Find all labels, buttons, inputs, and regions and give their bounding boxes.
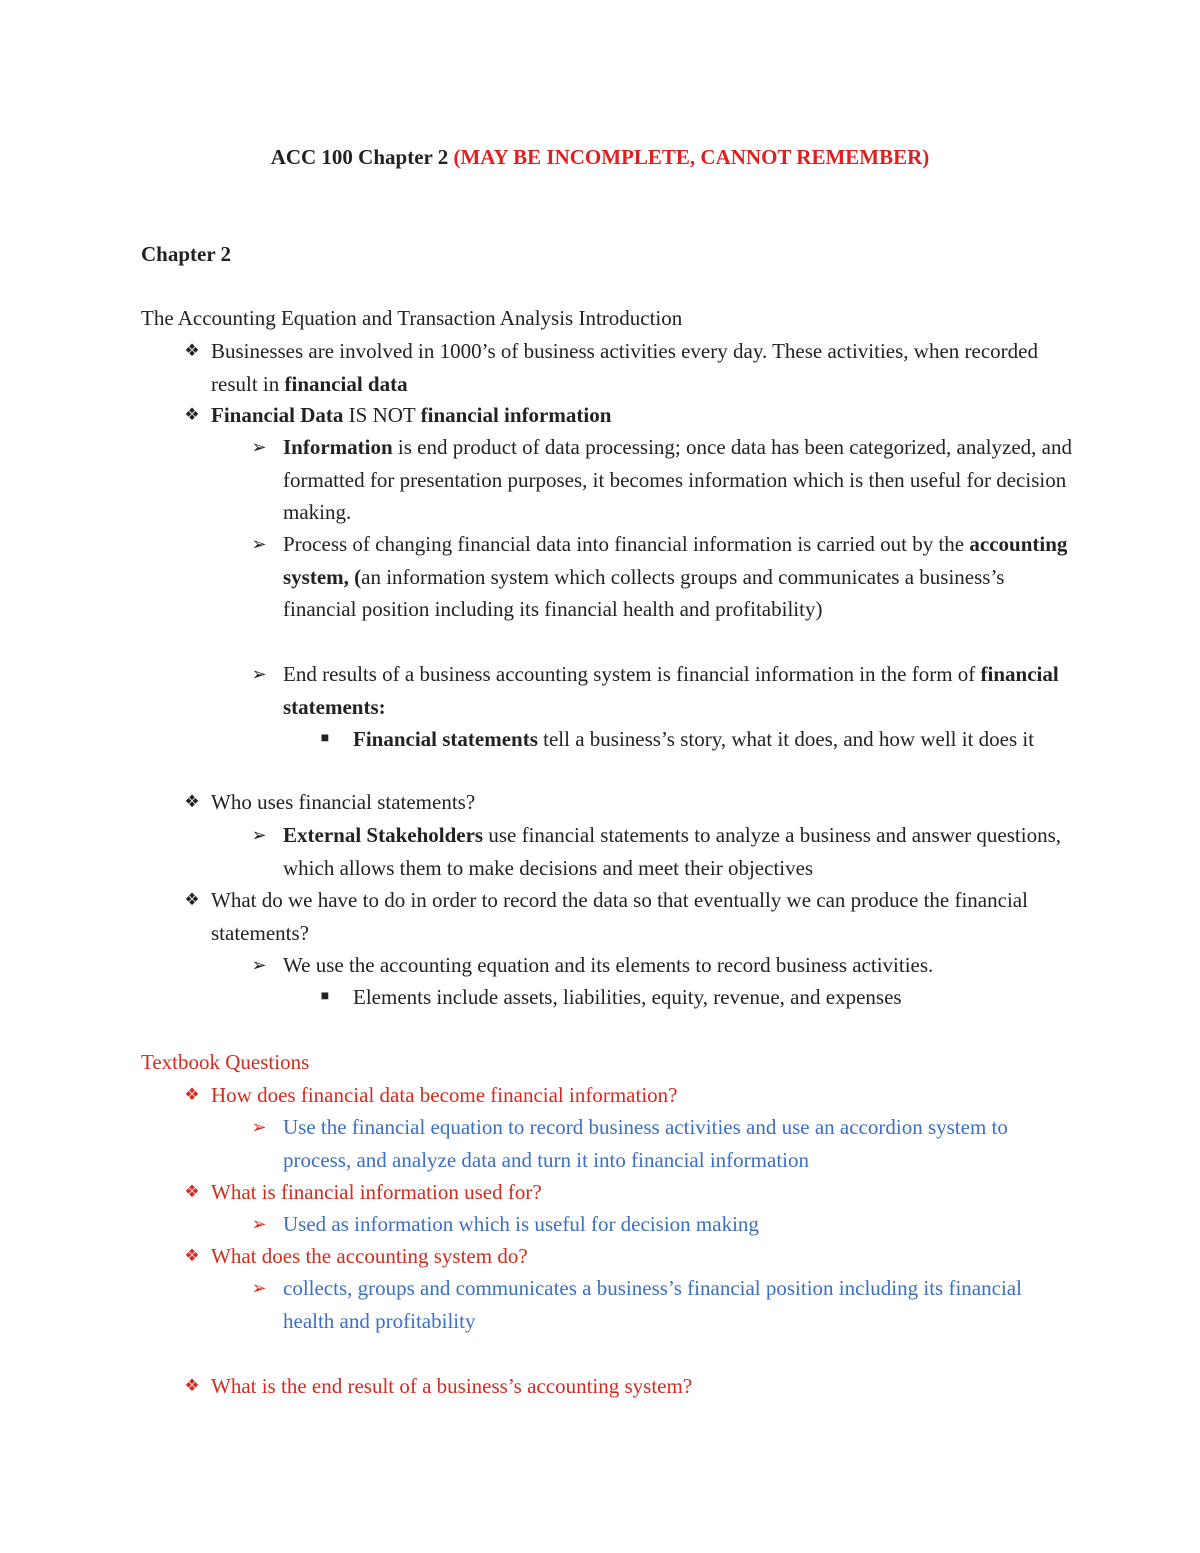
item-bold: Information [283,435,393,459]
question-text: What is financial information used for? [211,1180,542,1204]
item-text: What do we have to do in order to record the data so that eventually we can produce the financial statements? [211,888,1028,945]
item-text: use financial statements to analyze a business and answer questions, which allows them to make decisions and meet their objectives [283,823,1062,880]
arrow-bullet-icon: ➢ [251,437,267,457]
diamond-bullet-icon: ❖ [184,1085,200,1104]
answer-item [251,1208,1073,1241]
title-main: ACC 100 Chapter 2 [270,145,454,169]
item-text: Process of changing financial data into financial information is carried out by the [283,532,970,556]
item-text: tell a business’s story, what it does, and how well it does it [537,727,1035,751]
list-item [320,981,1073,1014]
list-item [251,949,1073,982]
item-bold: Financial statements [353,727,538,751]
arrow-bullet-icon: ➢ [251,1214,267,1234]
item-text: IS NOT [343,403,421,427]
item-text: Businesses are involved in 1000’s of business activities every day. These activities, when recorded result in [211,339,1038,396]
section-intro: The Accounting Equation and Transaction Analysis Introduction [141,306,683,330]
question-text: What does the accounting system do? [211,1244,528,1268]
item-text: is end product of data processing; once data has been categorized, analyzed, and formatted for presentation purposes, it becomes information which is then useful for decision making. [283,435,1072,524]
question-item [184,1176,1071,1209]
question-text: How does financial data become financial information? [211,1083,678,1107]
arrow-bullet-icon: ➢ [251,1278,267,1298]
item-bold: financial statements: [283,662,1059,719]
item-text: End results of a business accounting system is financial information in the form of [283,662,981,686]
item-bold: Financial Data [211,403,344,427]
answer-text: collects, groups and communicates a business’s financial position including its financial health and profitability [283,1276,1022,1333]
square-bullet-icon: ■ [320,731,330,746]
arrow-bullet-icon: ➢ [251,664,267,684]
arrow-bullet-icon: ➢ [251,825,267,845]
diamond-bullet-icon: ❖ [184,1246,200,1265]
item-text: Who uses financial statements? [211,790,476,814]
question-item [184,1240,1071,1273]
title-note: (MAY BE INCOMPLETE, CANNOT REMEMBER) [453,145,930,169]
answer-text: Used as information which is useful for decision making [283,1212,759,1236]
list-item [184,786,1071,819]
answer-item [251,1111,1073,1176]
diamond-bullet-icon: ❖ [184,341,200,360]
list-item [320,723,1073,756]
item-text: Elements include assets, liabilities, equity, revenue, and expenses [353,985,902,1009]
question-text: What is the end result of a business’s accounting system? [211,1374,693,1398]
square-bullet-icon: ■ [320,989,330,1004]
chapter-heading: Chapter 2 [141,242,232,266]
list-item [184,399,1071,432]
item-bold: External Stakeholders [283,823,484,847]
list-item [251,658,1073,723]
list-item [251,819,1073,884]
diamond-bullet-icon: ❖ [184,890,200,909]
answer-text: Use the financial equation to record business activities and use an accordion system to process, and analyze data and turn it into financial information [283,1115,1008,1172]
textbook-heading: Textbook Questions [141,1050,310,1074]
item-bold: financial information [420,403,612,427]
diamond-bullet-icon: ❖ [184,1182,200,1201]
list-item [184,884,1071,949]
list-item [251,528,1073,626]
item-text: We use the accounting equation and its elements to record business activities. [283,953,934,977]
arrow-bullet-icon: ➢ [251,1117,267,1137]
item-bold: accounting system, ( [283,532,1068,589]
question-item [184,1370,1071,1403]
diamond-bullet-icon: ❖ [184,405,200,424]
list-item [184,335,1071,400]
list-item [251,431,1073,529]
diamond-bullet-icon: ❖ [184,1376,200,1395]
arrow-bullet-icon: ➢ [251,534,267,554]
item-bold: financial data [284,371,408,396]
diamond-bullet-icon: ❖ [184,792,200,811]
question-item [184,1079,1071,1112]
item-text: an information system which collects groups and communicates a business’s financial position including its financial health and profitability) [283,564,1005,621]
answer-item [251,1272,1073,1337]
page-title [0,143,1200,171]
arrow-bullet-icon: ➢ [251,955,267,975]
